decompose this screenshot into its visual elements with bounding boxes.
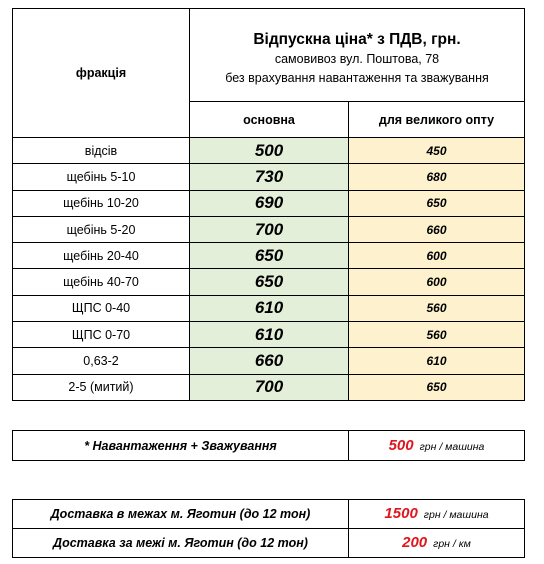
- delivery-row: [13, 500, 525, 529]
- delivery-table: [12, 499, 525, 558]
- table-row: [13, 216, 525, 242]
- bulk-price-cell: 650: [349, 190, 525, 216]
- delivery-price-cell: [349, 500, 525, 529]
- delivery-row: [13, 529, 525, 558]
- main-price-cell: 700: [190, 374, 349, 400]
- loading-row: [13, 431, 525, 461]
- table-row: [13, 322, 525, 348]
- main-price-cell: 700: [190, 216, 349, 242]
- fraction-cell: щебінь 20-40: [13, 243, 190, 269]
- bulk-price-cell: 650: [349, 374, 525, 400]
- main-price-cell: 610: [190, 322, 349, 348]
- fraction-cell: ЩПС 0-70: [13, 322, 190, 348]
- fraction-cell: 0,63-2: [13, 348, 190, 374]
- fraction-cell: 2-5 (митий): [13, 374, 190, 400]
- bulk-price-cell: 600: [349, 243, 525, 269]
- fraction-cell: щебінь 10-20: [13, 190, 190, 216]
- fraction-header: фракція: [13, 9, 190, 138]
- table-row: [13, 269, 525, 295]
- table-row: [13, 164, 525, 190]
- fraction-cell: щебінь 5-20: [13, 216, 190, 242]
- table-row: [13, 374, 525, 400]
- main-price-cell: 690: [190, 190, 349, 216]
- table-row: [13, 138, 525, 164]
- bulk-price-cell: 560: [349, 322, 525, 348]
- fraction-cell: відсів: [13, 138, 190, 164]
- delivery-price: 200: [402, 534, 428, 551]
- loading-table: [12, 430, 525, 461]
- table-row: [13, 243, 525, 269]
- fraction-cell: ЩПС 0-40: [13, 295, 190, 321]
- main-price-cell: 730: [190, 164, 349, 190]
- main-price-cell: 500: [190, 138, 349, 164]
- bulk-price-cell: 600: [349, 269, 525, 295]
- price-table: [12, 8, 525, 401]
- main-price-header: основна: [190, 102, 349, 138]
- main-price-cell: 660: [190, 348, 349, 374]
- delivery-unit: грн / км: [433, 538, 471, 550]
- table-row: [13, 190, 525, 216]
- delivery-label: Доставка за межі м. Яготин (до 12 тон): [13, 529, 349, 558]
- price-header: [190, 9, 525, 102]
- delivery-price-cell: [349, 529, 525, 558]
- bulk-price-cell: 680: [349, 164, 525, 190]
- delivery-label: Доставка в межах м. Яготин (до 12 тон): [13, 500, 349, 529]
- price-subtitle-pickup: самовивоз вул. Поштова, 78: [274, 52, 440, 66]
- main-price-cell: 650: [190, 269, 349, 295]
- price-title: Відпускна ціна* з ПДВ, грн.: [253, 31, 461, 48]
- fraction-cell: щебінь 5-10: [13, 164, 190, 190]
- bulk-price-cell: 450: [349, 138, 525, 164]
- delivery-unit: грн / машина: [423, 509, 489, 521]
- loading-label: * Навантаження + Зважування: [13, 431, 349, 461]
- bulk-price-cell: 560: [349, 295, 525, 321]
- table-row: [13, 348, 525, 374]
- main-price-cell: 610: [190, 295, 349, 321]
- bulk-price-cell: 660: [349, 216, 525, 242]
- fraction-cell: щебінь 40-70: [13, 269, 190, 295]
- loading-price: 500: [388, 436, 414, 454]
- bulk-price-cell: 610: [349, 348, 525, 374]
- main-price-cell: 650: [190, 243, 349, 269]
- table-row: [13, 295, 525, 321]
- price-subtitle-note: без врахування навантаження та зважування: [225, 71, 489, 85]
- loading-price-cell: [349, 431, 525, 461]
- delivery-price: 1500: [384, 505, 418, 522]
- loading-unit: грн / машина: [419, 440, 485, 453]
- bulk-price-header: для великого опту: [349, 102, 525, 138]
